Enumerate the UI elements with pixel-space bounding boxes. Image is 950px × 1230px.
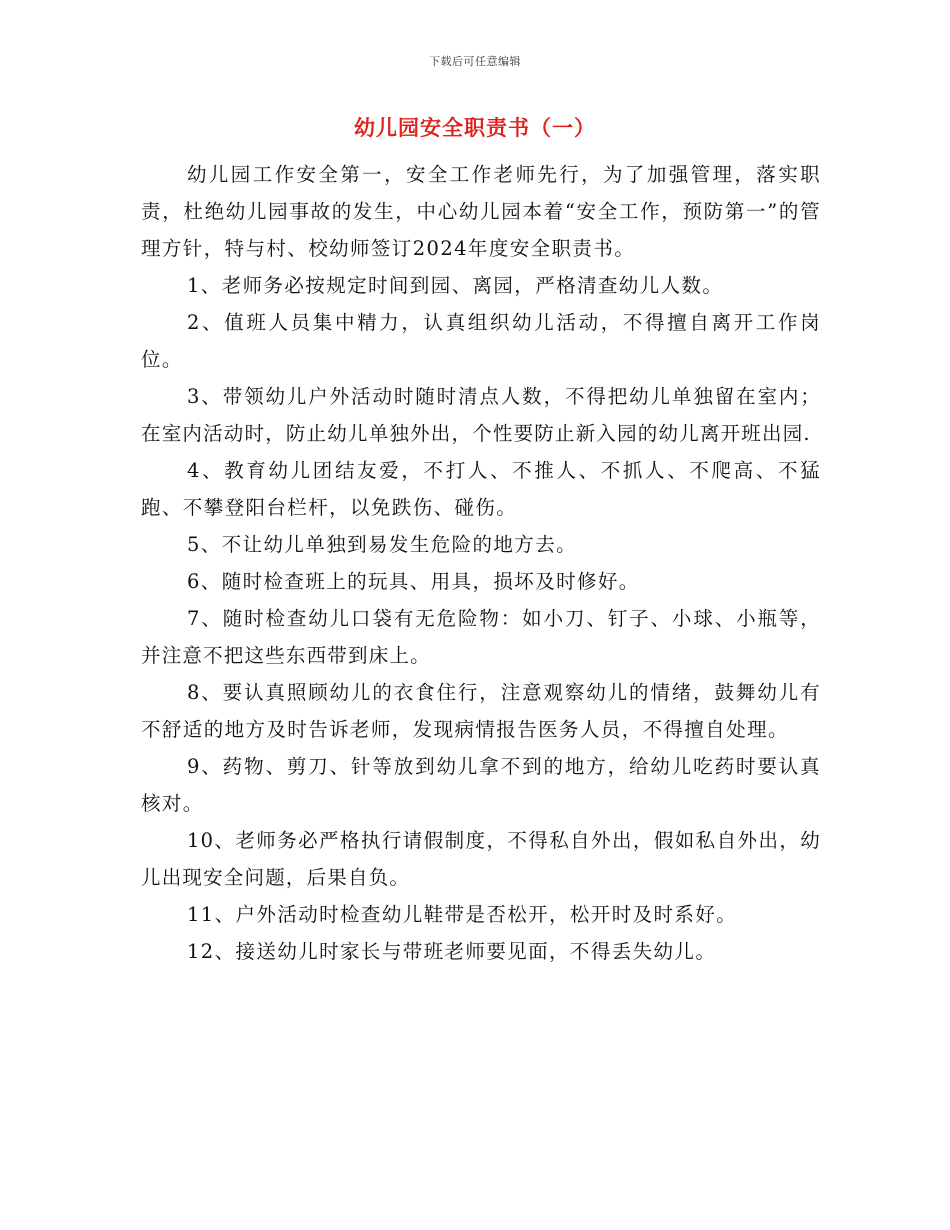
document-title: 幼儿园安全职责书（一）: [354, 116, 596, 140]
clause-paragraph: 4、教育幼儿团结友爱，不打人、不推人、不抓人、不爬高、不猛跑、不攀登阳台栏杆，以免跌伤、碰伤。: [141, 459, 821, 519]
clause-paragraph: 9、药物、剪刀、针等放到幼儿拿不到的地方，给幼儿吃药时要认真核对。: [141, 755, 821, 815]
clause-paragraph: 8、要认真照顾幼儿的衣食住行，注意观察幼儿的情绪，鼓舞幼儿有不舒适的地方及时告诉老师，发现病情报告医务人员，不得擅自处理。: [141, 681, 821, 741]
header-note: 下载后可任意编辑: [429, 55, 521, 68]
document-body: [141, 156, 821, 970]
clause-paragraph: 5、不让幼儿单独到易发生危险的地方去。: [187, 533, 578, 556]
clause-paragraph: 3、带领幼儿户外活动时随时清点人数，不得把幼儿单独留在室内；在室内活动时，防止幼儿单独外出，个性要防止新入园的幼儿离开班出园.: [141, 385, 821, 445]
clause-paragraph: 10、老师务必严格执行请假制度，不得私自外出，假如私自外出，幼儿出现安全问题，后果自负。: [141, 829, 821, 889]
intro-paragraph: 幼儿园工作安全第一，安全工作老师先行，为了加强管理，落实职责，杜绝幼儿园事故的发生，中心幼儿园本着“安全工作，预防第一”的管理方针，特与村、校幼师签订2024年度安全职责书。: [141, 163, 821, 260]
clause-paragraph: 6、随时检查班上的玩具、用具，损坏及时修好。: [187, 570, 640, 593]
clause-paragraph: 11、户外活动时检查幼儿鞋带是否松开，松开时及时系好。: [187, 903, 738, 926]
clause-paragraph: 12、接送幼儿时家长与带班老师要见面，不得丢失幼儿。: [187, 940, 717, 963]
clause-paragraph: 1、老师务必按规定时间到园、离园，严格清查幼儿人数。: [187, 274, 724, 297]
clause-paragraph: 7、随时检查幼儿口袋有无危险物：如小刀、钉子、小球、小瓶等，并注意不把这些东西带到床上。: [141, 607, 821, 667]
clause-paragraph: 2、值班人员集中精力，认真组织幼儿活动，不得擅自离开工作岗位。: [141, 311, 821, 371]
